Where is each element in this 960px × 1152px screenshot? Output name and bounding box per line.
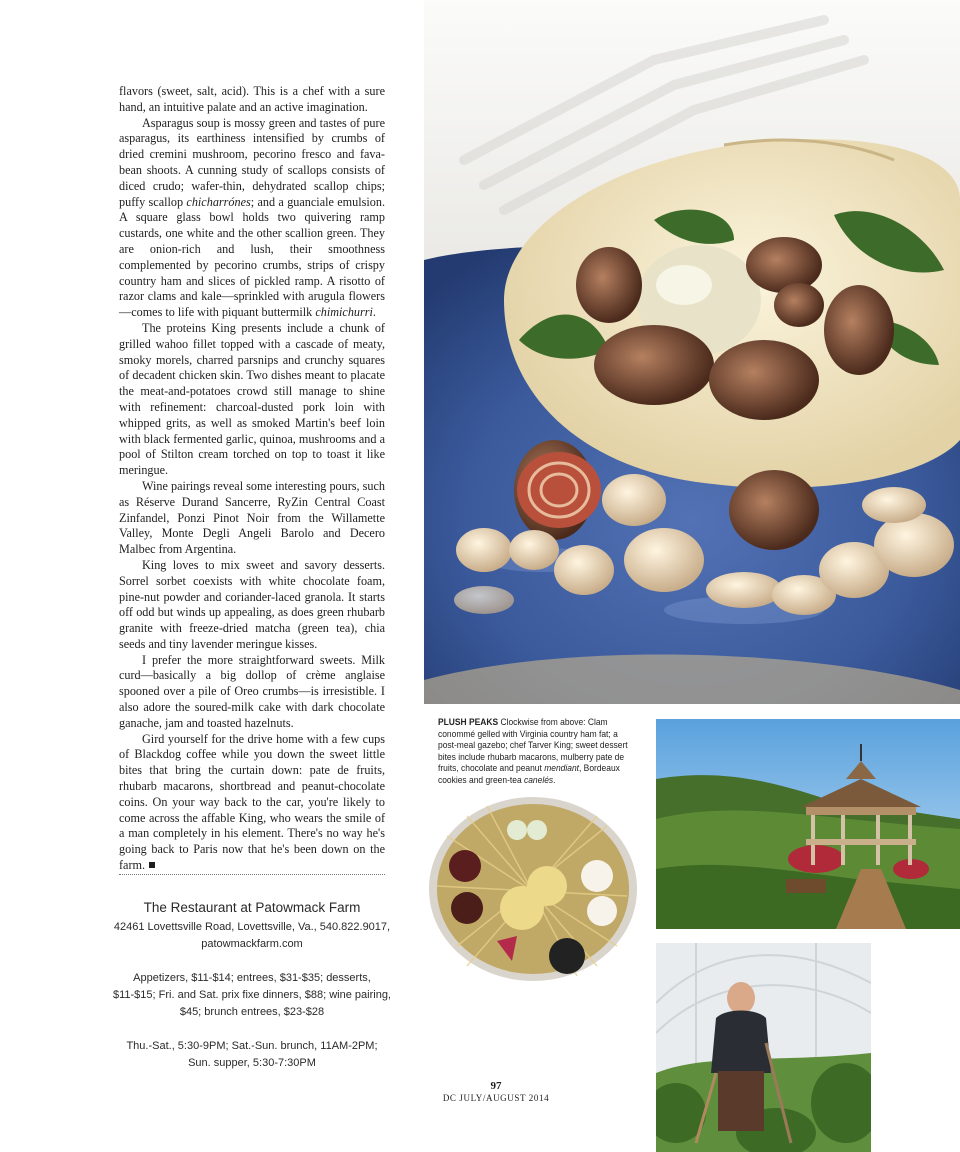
gazebo-photo [656,719,960,929]
hours-line: Sun. supper, 5:30-7:30PM [188,1057,316,1069]
restaurant-hours [111,1038,393,1072]
magazine-issue: DC JULY/AUGUST 2014 [442,1093,550,1103]
restaurant-address: 42461 Lovettsville Road, Lovettsville, Va., 540.822.9017, [113,921,391,933]
end-mark [149,862,155,868]
restaurant-website: patowmackfarm.com [201,938,303,950]
restaurant-name: The Restaurant at Patowmack Farm [143,900,361,915]
clam-dish-photo [424,0,960,704]
page-number: 97 [490,1080,502,1092]
paragraph: I prefer the more straightforward sweets. Milk curd—basically a big dollop of crème anglaise spooned over a pile of Oreo crumbs—is irresistible. I also adore the soured-milk cake with dark chocolate ganache, jam and toasted hazelnuts. [119,652,385,730]
article-body [119,84,385,874]
folio [440,1080,552,1104]
dessert-photo [427,796,639,982]
photo-caption: PLUSH PEAKS Clockwise from above: Clam conommé gelled with Virginia country ham fat; a post-meal gazebo; chef Tarver King; sweet dessert bites include rhubarb macarons, mulberry pate de fruits, chocolate and peanut mendiant, Bordeaux cookies and green-tea canelés. [438,717,628,785]
paragraph: The proteins King presents include a chunk of grilled wahoo fillet topped with a cascade of meaty, smoky morels, charred parsnips and crunchy squares of decadent chicken skin. Two dishes meant to placate the meat-and-potatoes crowd still manage to shine with refinement: charcoal-dusted pork loin with whipped grits, as well as smoked Martin's beef loin with black fermented garlic, quinoa, mushrooms and a pool of Stilton cream torched on top to toast it like meringue. [119,320,385,478]
divider [119,874,385,875]
paragraph: Asparagus soup is mossy green and tastes of pure asparagus, its earthiness intensified by crumbs of dried cremini mushroom, pecorino fresco and fava-bean shoots. A cunning study of scallops consists of diced crudo; wafer-thin, dehydrated scallop chips; puffy scallop chicharrónes; and a guanciale emulsion. A square glass bowl holds two quivering ramp custards, one white and the other scallion green. They are onion-rich and lush, their smoothness complemented by pecorino crumbs, strips of crispy country ham and slices of pickled ramp. A risotto of razor clams and kale—sprinkled with arugula flowers—comes to life with piquant buttermilk chimichurri. [119,115,385,320]
restaurant-info [111,899,393,1072]
chef-photo [656,943,871,1152]
restaurant-prices: Appetizers, $11-$14; entrees, $31-$35; desserts, $11-$15; Fri. and Sat. prix fixe dinners, $88; wine pairing, $45; brunch entrees, $23-$28 [112,972,391,1018]
paragraph: Wine pairings reveal some interesting pours, such as Réserve Durand Sancerre, RyZin Central Coast Zinfandel, Ponzi Pinot Noir from the Willamette Valley, Monte Degli Angeli Barolo and Decero Malbec from Argentina. [119,478,385,557]
caption-lead: PLUSH PEAKS [438,717,499,727]
hours-line: Thu.-Sat., 5:30-9PM; Sat.-Sun. brunch, 11AM-2PM; [126,1040,378,1052]
paragraph: King loves to mix sweet and savory desserts. Sorrel sorbet coexists with white chocolate foam, pine-nut powder and coriander-laced granola. It starts off odd but winds up appealing, as does green rhubarb granite with freeze-dried matcha (green tea), chia seeds and tiny lavender meringue kisses. [119,557,385,651]
paragraph-last: Gird yourself for the drive home with a few cups of Blackdog coffee while you down the sweet little bites that bring the curtain down: pate de fruits, rhubarb macarons, shortbread and peanut-chocolate coins. On your way back to the car, you're likely to come across the affable King, who wears the smile of a man completely in his element. There's no way he's going back to Paris now that he's been down on the farm. [119,731,385,873]
paragraph: flavors (sweet, salt, acid). This is a chef with a sure hand, an intuitive palate and an active imagination. [119,84,385,114]
